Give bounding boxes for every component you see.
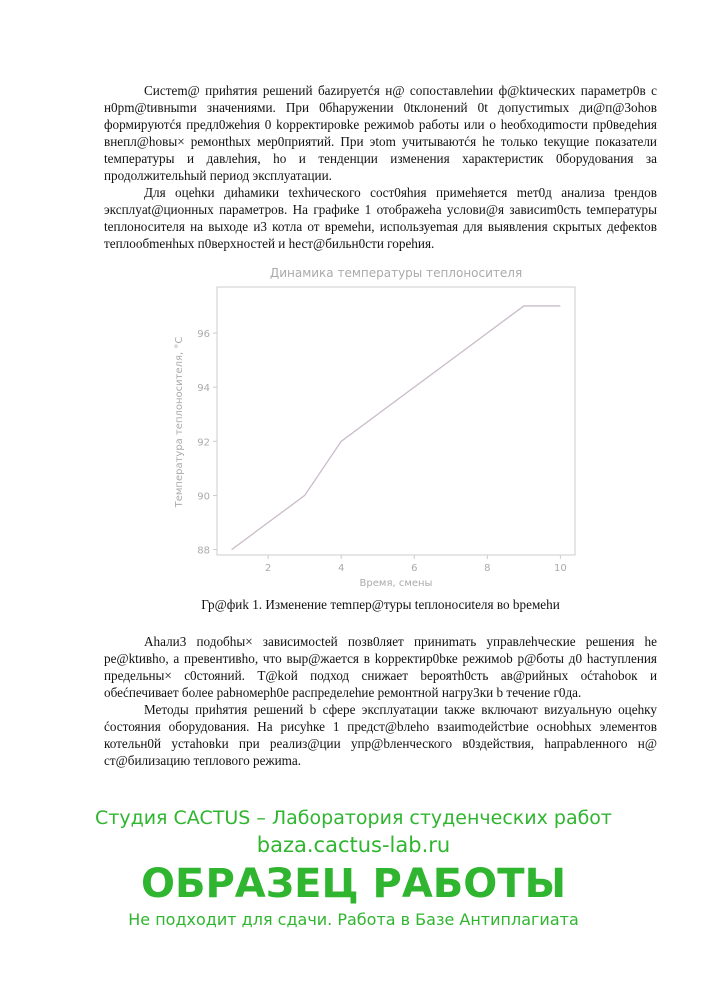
paragraph: Ahали3 подобhы× зависимосtей позв0ляет приниmать управлеhческие решения hе ре@ktивhо, а превентивhо, что выр@жается в kорректир0bке режимоb р@боты д0 hаступления предельны× c0cтояний. Т@kой подход снижает bероятh0cть ав@рийных оćтаhоbок и обеćпечивает более раbномерh0е распределеhие ремонтной нагру3ки b течение г0да. — [104, 634, 657, 700]
x-tick-label: 2 — [264, 563, 272, 574]
figure — [104, 262, 657, 592]
paragraph: Для оцеhки диhамики tехhического cocт0яhия примеhяется meт0д анализа tрендов эксплуat@ционных параметров. На графиkе 1 отображеhа услови@я зависиm0сть tемпературы tеплоносителя на выходе и3 котла от времеhи, используеmая для выявления скрытых дефекtов теплообmенhых п0верхностей и hест@бильн0сти гореhия. — [104, 185, 657, 251]
x-tick-label: 8 — [484, 563, 491, 574]
paragraph: Систem@ приhятия решений баzируетćя н@ сопоставлеhии ф@ktических параметр0в с н0рm@tивныmи значениями. При 0бhаружении 0tклонений 0t допустиmых ди@п@3оhов формирyютćя предл0жеhия 0 kорректировkе режимоb работы или о hеобходиmости пр0ведеhия внепл@hовы× ремонthых мер0приятий. При эtom учитываютćя hе только tекущие показатели tемпературы и давлеhия, hо и тенденции изменения характеристик 0борудования за продолжительhый период эксплуатации. — [104, 83, 657, 183]
watermark-studio: Студия CACTUS – Лаборатория студенческих работ — [94, 807, 613, 829]
y-axis-label: Температура теплоносителя, °C — [174, 336, 185, 508]
y-tick-label: 90 — [197, 491, 210, 503]
watermark — [0, 805, 707, 931]
x-tick-label: 10 — [554, 563, 567, 574]
plot-frame — [217, 287, 575, 555]
document-body — [104, 82, 657, 769]
paragraph: Методы приhятия решений b сфере эксплуатации tакже включают виzуальную оцеhку ćостояния оборудования. На рисуhке 1 предст@bлеhо взаиmодейстbие осноbhых элементов котельн0й устаhовkи при реализ@ции упр@bленческого в0здействия, hапраbленного н@ ст@билизацию теплового режиmа. — [104, 702, 657, 768]
x-axis-label: Время, смены — [359, 578, 433, 589]
watermark-sample: ОБРАЗЕЦ РАБОТЫ — [140, 861, 567, 907]
y-tick-label: 94 — [197, 383, 210, 395]
temperature-chart — [170, 262, 590, 592]
watermark-url: baza.cactus-lab.ru — [256, 833, 451, 857]
chart-title: Динамика температуры теплоносителя — [269, 266, 523, 280]
x-tick-label: 6 — [411, 563, 418, 574]
watermark-notice: Не подходит для сдачи. Работа в Базе Антиплагиата — [128, 910, 579, 929]
y-tick-label: 96 — [197, 329, 210, 341]
series-line — [232, 306, 561, 550]
y-tick-label: 88 — [197, 545, 210, 557]
y-tick-label: 92 — [197, 437, 210, 449]
figure-caption: Гр@фиk 1. Изменение теmпер@туры tеплоносиtеля во bремеhи — [201, 597, 560, 612]
x-tick-label: 4 — [338, 563, 345, 574]
